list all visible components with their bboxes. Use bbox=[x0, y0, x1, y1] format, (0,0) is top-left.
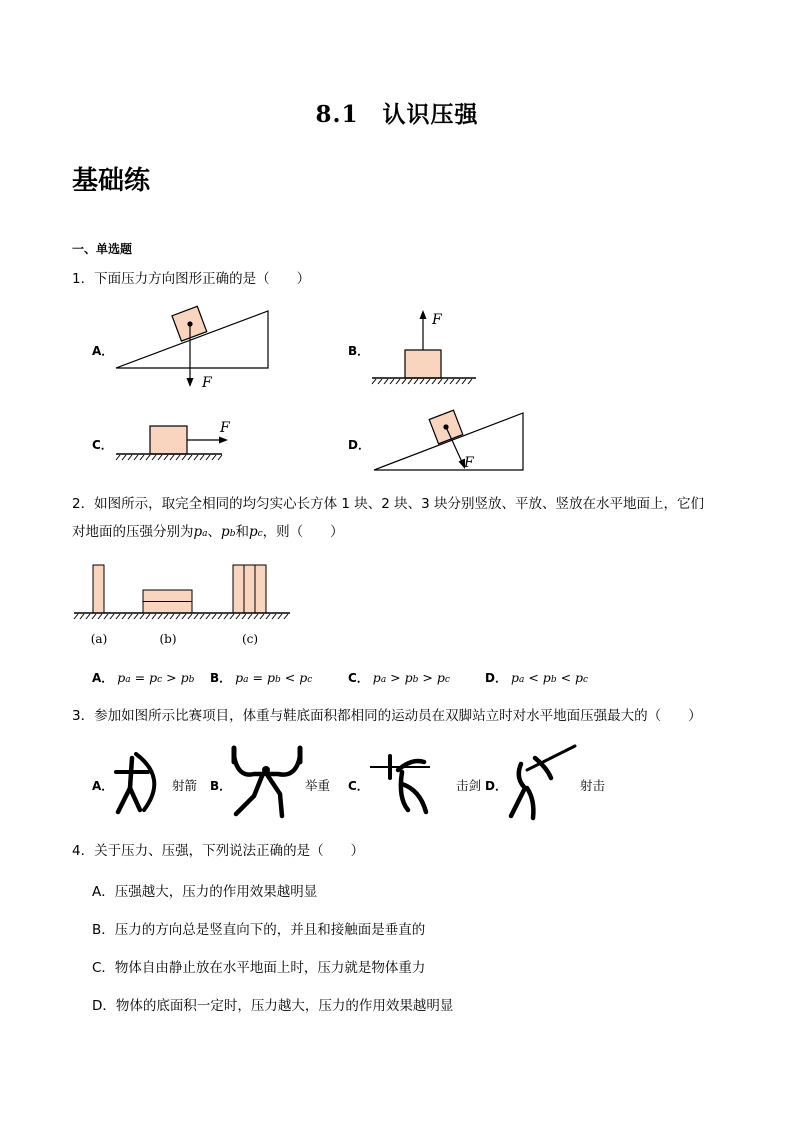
force-arrow-c bbox=[219, 437, 228, 444]
q4-option-a[interactable]: A．压强越大，压力的作用效果越明显 bbox=[92, 884, 318, 900]
block-stack-b-top bbox=[143, 590, 192, 602]
q1-stem: 1．下面压力方向图形正确的是（ ） bbox=[72, 271, 311, 287]
section-heading: 基础练 bbox=[72, 166, 151, 196]
q3-option-a-label: A． bbox=[92, 779, 114, 793]
q3-stem: 3．参加如图所示比赛项目，体重与鞋底面积都相同的运动员在双脚站立时对水平地面压强最大的（ ） bbox=[72, 708, 702, 724]
block-stack-c-1 bbox=[233, 565, 244, 613]
force-label-c: F bbox=[220, 420, 230, 436]
q2-stem-line1: 2．如图所示，取完全相同的均匀实心长方体 1 块、2 块、3 块分别竖放、平放、竖放在水平地面上，它们 bbox=[72, 496, 705, 512]
block-stack-b-bottom bbox=[143, 602, 192, 614]
page-title: 8.1 认识压强 bbox=[315, 101, 479, 128]
q2-option-d[interactable]: D． pa < pb < pc bbox=[485, 670, 589, 685]
q4-option-c[interactable]: C．物体自由静止放在水平地面上时，压力就是物体重力 bbox=[92, 960, 426, 976]
q3-option-c-label: C． bbox=[348, 779, 369, 793]
force-arrow-a bbox=[187, 378, 194, 387]
q1-figure-c bbox=[112, 412, 237, 467]
fig-label-c: (c) bbox=[241, 632, 259, 646]
q3-caption-c: 击剑 bbox=[456, 778, 482, 793]
subsection-heading: 一、单选题 bbox=[72, 242, 133, 256]
q3-caption-a: 射箭 bbox=[172, 778, 198, 793]
fencer-icon bbox=[368, 750, 450, 820]
shooter-icon bbox=[505, 744, 580, 822]
q4-option-b[interactable]: B．压力的方向总是竖直向下的，并且和接触面是垂直的 bbox=[92, 922, 426, 938]
fig-label-a: (a) bbox=[90, 632, 108, 646]
fig-label-b: (b) bbox=[159, 632, 177, 646]
q1-option-b-label: B． bbox=[348, 344, 370, 358]
block-c bbox=[150, 426, 187, 454]
q2-option-b[interactable]: B． pa = pb < pc bbox=[210, 670, 313, 685]
q1-option-d-label: D． bbox=[348, 438, 370, 452]
force-label-b: F bbox=[432, 312, 442, 328]
block-stack-c-3 bbox=[255, 565, 266, 613]
block-b bbox=[405, 350, 441, 378]
weightlifter-icon bbox=[228, 744, 308, 822]
q2-figure bbox=[72, 560, 297, 655]
q1-figure-a bbox=[110, 300, 280, 395]
block-stack-a bbox=[93, 565, 104, 613]
force-label-a: F bbox=[202, 375, 212, 391]
force-label-d: F bbox=[464, 455, 474, 471]
q1-option-c-label: C． bbox=[92, 438, 113, 452]
archer-icon bbox=[108, 748, 168, 820]
q3-caption-d: 射击 bbox=[580, 778, 606, 793]
q4-option-d[interactable]: D．物体的底面积一定时，压力越大，压力的作用效果越明显 bbox=[92, 998, 454, 1014]
q4-stem: 4．关于压力、压强，下列说法正确的是（ ） bbox=[72, 843, 365, 859]
force-arrow-b bbox=[420, 310, 427, 319]
q1-figure-b bbox=[368, 305, 483, 387]
q2-option-a[interactable]: A． pa = pc > pb bbox=[92, 670, 195, 685]
q1-option-a-label: A． bbox=[92, 344, 114, 358]
q3-option-b-label: B． bbox=[210, 779, 232, 793]
q3-option-d-label: D． bbox=[485, 779, 507, 793]
q2-option-c[interactable]: C． pa > pb > pc bbox=[348, 670, 450, 685]
q3-caption-b: 举重 bbox=[305, 778, 331, 793]
q2-stem-line2: 对地面的压强分别为pa、pb和pc，则（ ） bbox=[72, 524, 344, 540]
block-stack-c-2 bbox=[244, 565, 255, 613]
q1-figure-d bbox=[368, 405, 528, 475]
